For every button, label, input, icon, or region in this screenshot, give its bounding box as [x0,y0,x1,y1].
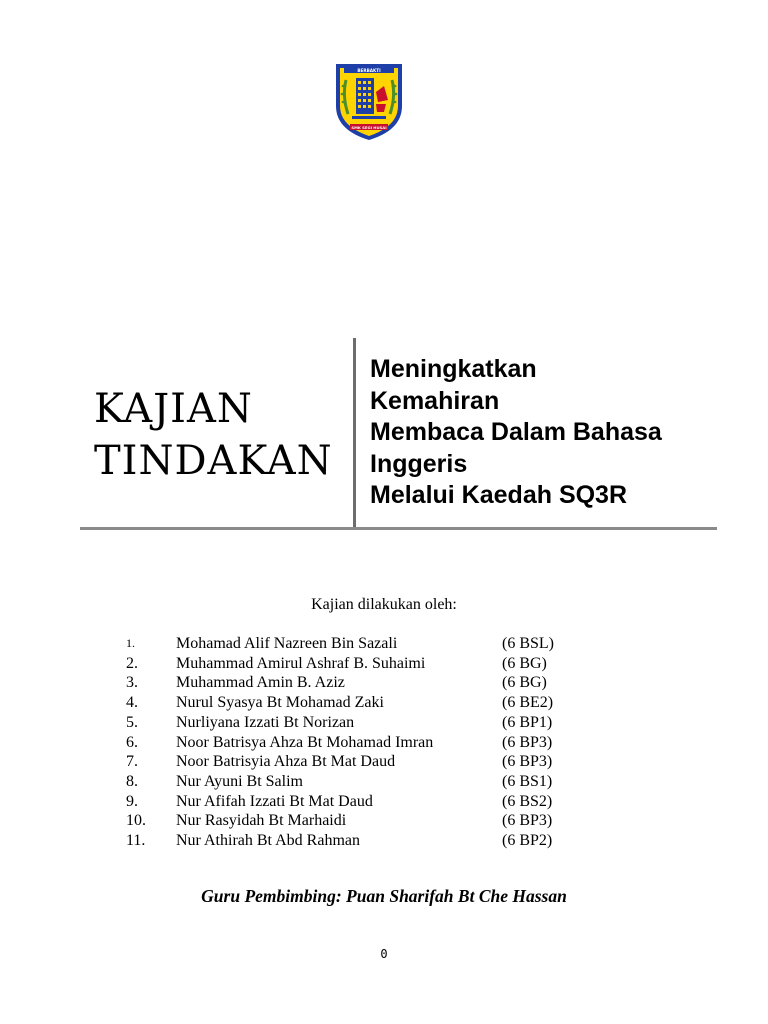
author-class: (6 BSL) [502,635,554,652]
title-right-line: Membaca Dalam Bahasa [370,418,662,446]
author-row [126,713,554,733]
author-class: (6 BS2) [502,792,553,810]
author-row [126,634,554,654]
author-class: (6 BG) [502,674,547,692]
author-class: (6 BP2) [502,832,553,850]
page-number: 0 [380,947,388,961]
horizontal-divider [80,527,717,530]
author-row [126,693,554,713]
author-row [126,772,554,792]
author-number: 11. [126,832,146,850]
author-name: Muhammad Amin B. Aziz [176,674,345,692]
author-row [126,654,554,674]
author-row [126,811,554,831]
author-name: Noor Batrisya Ahza Bt Mohamad Imran [176,733,434,751]
author-row [126,733,554,753]
author-row [126,752,554,772]
author-class: (6 BG) [502,654,547,672]
author-class: (6 BP1) [502,713,553,731]
author-name: Nurul Syasya Bt Mohamad Zaki [176,694,384,712]
author-name: Nur Ayuni Bt Salim [176,772,303,790]
author-number: 6. [126,733,138,751]
svg-text:BERBAKTI: BERBAKTI [357,68,381,73]
school-crest-logo [330,62,408,142]
title-left-line-1: KAJIAN [94,386,253,432]
author-name: Nurliyana Izzati Bt Norizan [176,713,355,731]
author-number: 2. [126,654,138,672]
author-row [126,792,554,812]
author-name: Nur Afifah Izzati Bt Mat Daud [176,792,373,810]
title-right-line: Kemahiran [370,386,500,415]
author-number: 10. [126,812,146,830]
author-number: 4. [126,694,138,712]
title-left-line-2: TINDAKAN [94,438,333,484]
title-right-line: Meningkatkan [370,355,537,383]
supervisor-line: Guru Pembimbing: Puan Sharifah Bt Che Hassan [201,886,567,906]
author-name: Noor Batrisyia Ahza Bt Mat Daud [176,753,396,771]
author-class: (6 BP3) [502,753,553,771]
author-number: 7. [126,753,138,771]
author-number: 5. [126,713,138,731]
author-name: Mohamad Alif Nazreen Bin Sazali [176,635,398,652]
title-left [94,383,333,487]
title-right-line: Inggeris [370,449,468,478]
author-number: 1. [126,636,135,650]
author-class: (6 BP3) [502,812,553,830]
author-class: (6 BE2) [502,694,554,712]
author-number: 3. [126,674,138,692]
author-name: Nur Rasyidah Bt Marhaidi [176,812,347,830]
author-name: Muhammad Amirul Ashraf B. Suhaimi [176,654,426,672]
author-number: 9. [126,792,138,810]
author-row [126,673,554,693]
authors-list [126,634,554,851]
author-number: 8. [126,772,138,790]
title-right-line: Melalui Kaedah SQ3R [370,481,628,509]
vertical-divider [353,338,356,530]
author-class: (6 BP3) [502,733,553,751]
author-name: Nur Athirah Bt Abd Rahman [176,832,360,850]
authors-label: Kajian dilakukan oleh: [311,596,457,613]
author-row [126,831,554,851]
title-right [370,354,662,512]
author-class: (6 BS1) [502,772,553,790]
svg-text:SMK SEGI HUSAI: SMK SEGI HUSAI [351,125,387,130]
